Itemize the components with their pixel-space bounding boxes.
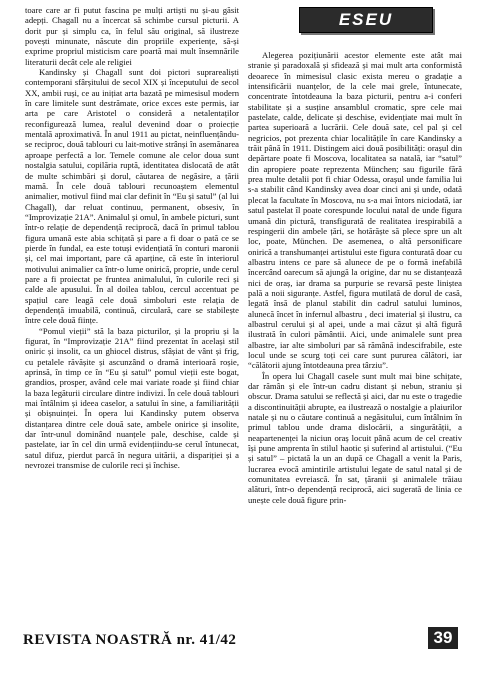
magazine-issue-title: REVISTA NOASTRĂ nr. 41/42 [23,632,237,648]
right-text-column [248,50,462,623]
paragraph: “Pomul vieții” stă la baza picturilor, și la propriu și la figurat, în “Improvizație 21A” fiind prezentat în același stil oniric și insolit, ca un ghiocel distrus, sfâșiat de vânt și frig, cu petalele răvășite și ascunzând o dramă interioară roșie, aprinsă, în timp ce în “Eu și satul” pomul vieții este bogat, grandios, prosper, având cele mai variate roade și fiind chiar la baza legăturii circulare dintre indivizi. În cele două tablouri mai întâlnim și ideea caselor, a satului în sine, a familiarității și obișnuinței. În opera lui Kandinsky putem observa distanțarea dintre cele două sate, ambele onirice și insolite, dar într-unul dominând nuanțele pale, deschise, calde și pastelate, iar în cel din urmă evidențiindu-se cerul întunecat, satul difuz, pierdut parcă în negura uitării, a dispariției și a nevrozei transmise de culorile reci și închise. [25,325,239,471]
paragraph: toare care ar fi putut fascina pe mulți artiști nu și-au găsit adepți. Chagall nu a încercat să schimbe cursul picturii. A dorit pur și simplu ca, în felul său original, să ilustreze povești minunate, născute din propriile experiențe, să-și exprime propriul misticism care poartă mai mult însemnările literaturii decât cele ale religiei [25,5,239,67]
left-text-column [25,5,239,623]
paragraph: Kandinsky și Chagall sunt doi pictori suprarealiști contemporani sfârșitului de secol XIX și începutului de secol XX, ambii ruși, ce au inițiat arta bazată pe mimesisul modern în care limitele sunt destrămate, orice exces este permis, iar arta pe care Aristotel o consideră a netalentaților reconfigurează lumea, realul devenind doar o proiecție mentală aproximativă. În anul 1911 au pictat, neinfluențându-se reciproc, două tablouri cu lait-motive strânși în asemănarea aproape perfectă a lor. Temele comune ale celor doua sunt nostalgia satului, copilăria ruptă, identitatea dislocată de atât de multe schimbări și dorul, căutarea de negăsire, a țării mamă. În cele două tablouri recunoaștem elementul animalier, motivul fiind mai clar definit în “Eu și satul” (al lui Chagall), dar reluat continuu, permanent, obsesiv, în “Improvizație 21A”. Animalul și omul, în ambele picturi, sunt într-o relație de dependență reciprocă, dacă în primul tablou figura umană este abia schițată și pare a fi doar o pată ce se pierde în fundal, ea este totuși evidențiată în conturi maronii și, cel mai important, pare că aparține, că este în interiorul motivului animalier ca într-o lume onirică, proprie, unde cerul pare a fi proiectat pe fruntea animalului, în culorile reci și calde ale apusului. În al doilea tablou, cercul accentuat pe spațiul care leagă cele două simboluri este relația de dependență imuabilă, continuă, circulară, care se stabilește între cele două ființe. [25,67,239,326]
section-label: ESEU [299,7,433,33]
paragraph: Alegerea pozițiunării acestor elemente este atât mai stranie și paradoxală și sfidează și mai mult arta conformistă deoarece în mimesisul clasic exista mereu o gradație a intensificării nuanțelor, de la cele mai grele, întunecate, concentrate întotdeauna la baza picturii, pentru a-i conferi stabilitate și a susține ansamblul cromatic, spre cele mai pastelate, calde, delicate și deschise, evidențiate mai mult în partea superioară a lucrării. Cele două sate, cel pal și cel negricios, pot prezenta chiar localitățile în care Kandinsky a trăit până în 1911. Distingem aici două posibilități: orașul din depărtare poate fi Moscova, localitatea sa natală, iar “satul” din apropiere poate reprezenta München; sau figurile fără prea multe detalii pot fi chiar Odessa, orașul unde familia lui s-a stabilit când Kandinsky avea doar cinci ani și unde, odată plecat la facultate în Moscova, nu s-a mai întors niciodată, iar satul pastelat îl poate corespunde locului natal de unde figura umană din pictură, transfigurată de realitatea irespirabilă a respingerii din ambele țări, se hotărăște să plece spre un alt loc, poate, München. De asemenea, o altă personificare onirică a transhumanței artistului este figura conturată doar cu albastru intens ce pare să alunece de pe o formă inefabilă încercând oarecum să ajungă la origine, dar nu se distanțează nici de oraș, iar drama sa purpurie se revarsă peste liniștea pală a noii siguranțe. Astfel, figura mutilată de dorul de casă, legată însă de planul stabilit din cadrul satului luminos, alunecă încet în infernul albastru , deci imaterial și ilustru, ca albastrul cerului și al apei, unde a mai căzut și altă figură ilustrată în culori pământii. Aici, unde animalele sunt prea albastre, iar alte simboluri par să rămână indescifrabile, este locul unde se scurg toți cei care sunt pururea călători, iar “călătorii ajung întotdeauna prea târziu”. [248,50,462,371]
paragraph: În opera lui Chagall casele sunt mult mai bine schițate, dar rămân și ele într-un cadru distant și nebun, straniu și obscur. Drama satului se reflectă și aici, dar nu este o tragedie a discontinuității abrupte, ea ilustrează o nostalgie a plaiurilor natale și nu o căutare continuă a negăsitului, cum întâlnim în primul tablou unde drama dislocării, a singurătății, a neapartenenței la niciun oraș locuit până acum de cel creativ își pune amprenta în stilul haotic și suferind al artistului. (“Eu și satul” – pictată la un an după ce Chagall a venit la Paris, lucrarea evocă amintirile artistului legate de satul natal și de comunitatea evreiască. În sat, țăranii și animalele trăiau alături, într-o dependență reciprocă, aici sugerată de linia ce unește cele două figure prin- [248,370,462,505]
page-number: 39 [428,627,458,649]
